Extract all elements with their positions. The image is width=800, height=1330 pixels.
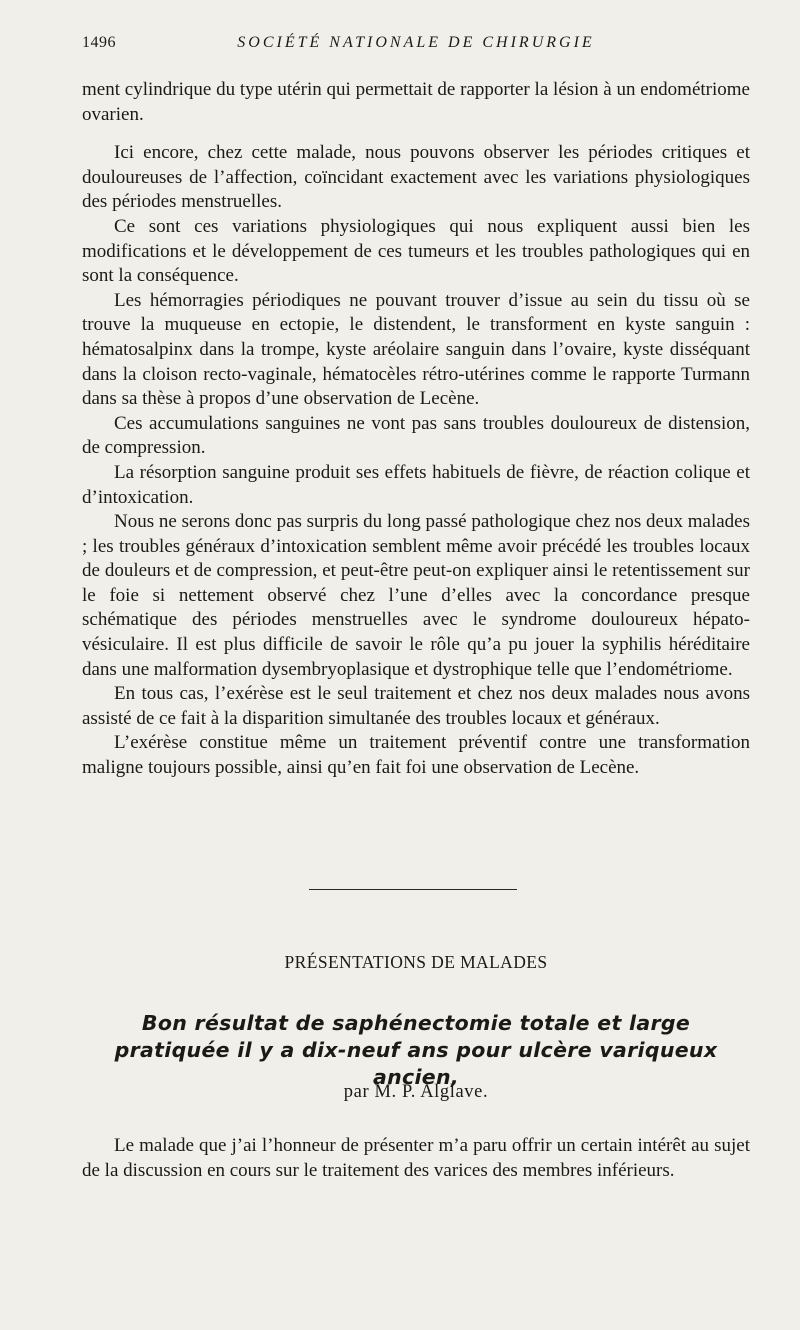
- paragraph: La résorption sanguine produit ses effets habituels de fièvre, de réaction colique et d’intoxication.: [82, 461, 750, 508]
- section-heading: PRÉSENTATIONS DE MALADES: [284, 952, 548, 972]
- section-divider: [309, 889, 517, 890]
- page-number: 1496: [82, 34, 116, 51]
- article-title-line: Bon résultat de saphénectomie totale et large: [141, 1011, 691, 1035]
- paragraph: Nous ne serons donc pas surpris du long passé pathologique chez nos deux malades ; les troubles généraux d’intoxication semblent même avoir précédé les troubles locaux de douleurs et de compression, et peut-être peut-on expliquer ainsi le retentissement sur le foie si nettement observé chez l’une d’elles avec la concordance presque schématique des périodes menstruelles avec le syndrome douloureux hépato-vésiculaire. Il est plus difficile de savoir le rôle qu’a pu jouer la syphilis héréditaire dans une malformation dysembryoplasique et dystrophique telle que l’endométriome.: [82, 511, 750, 680]
- paragraph: En tous cas, l’exérèse est le seul traitement et chez nos deux malades nous avons assisté de ce fait à la disparition simultanée des troubles locaux et généraux.: [82, 683, 750, 729]
- author-byline: par M. P. Alglave.: [343, 1082, 489, 1102]
- paragraph: Le malade que j’ai l’honneur de présenter m’a paru offrir un certain intérêt au sujet de la discussion en cours sur le traitement des varices des membres inférieurs.: [82, 1135, 750, 1181]
- article-intro: [82, 1134, 750, 1183]
- running-title: SOCIÉTÉ NATIONALE DE CHIRURGIE: [237, 34, 595, 51]
- paragraph: L’exérèse constitue même un traitement préventif contre une transformation maligne toujours possible, ainsi qu’en fait foi une observation de Lecène.: [82, 732, 750, 779]
- paragraph: Les hémorragies périodiques ne pouvant trouver d’issue au sein du tissu où se trouve la muqueuse en ectopie, le distendent, le transforment en kyste sanguin : hématosalpinx dans la trompe, kyste aréolaire sanguin dans l’ovaire, kyste disséquant dans la cloison recto-vaginale, hématocèles rétro-utérines comme le rapporte Turmann dans sa thèse à propos d’une observation de Lecène.: [82, 289, 750, 410]
- paragraph: Ici encore, chez cette malade, nous pouvons observer les périodes critiques et douloureuses de l’affection, coïncidant exactement avec les variations physiologiques des périodes menstruelles.: [82, 142, 750, 213]
- paragraph: Ce sont ces variations physiologiques qui nous expliquent aussi bien les modifications et le développement de ces tumeurs et les troubles pathologiques qui en sont la conséquence.: [82, 215, 750, 287]
- paragraph-continued: ment cylindrique du type utérin qui permettait de rapporter la lésion à un endométriome ovarien.: [82, 79, 750, 125]
- article-body: [82, 78, 750, 781]
- article-title: [82, 1010, 750, 1091]
- article-title-line: pratiquée il y a dix-neuf ans pour ulcère variqueux ancien,: [114, 1038, 718, 1089]
- page-header: [82, 34, 750, 60]
- paragraph: Ces accumulations sanguines ne vont pas sans troubles douloureux de distension, de compression.: [82, 412, 750, 459]
